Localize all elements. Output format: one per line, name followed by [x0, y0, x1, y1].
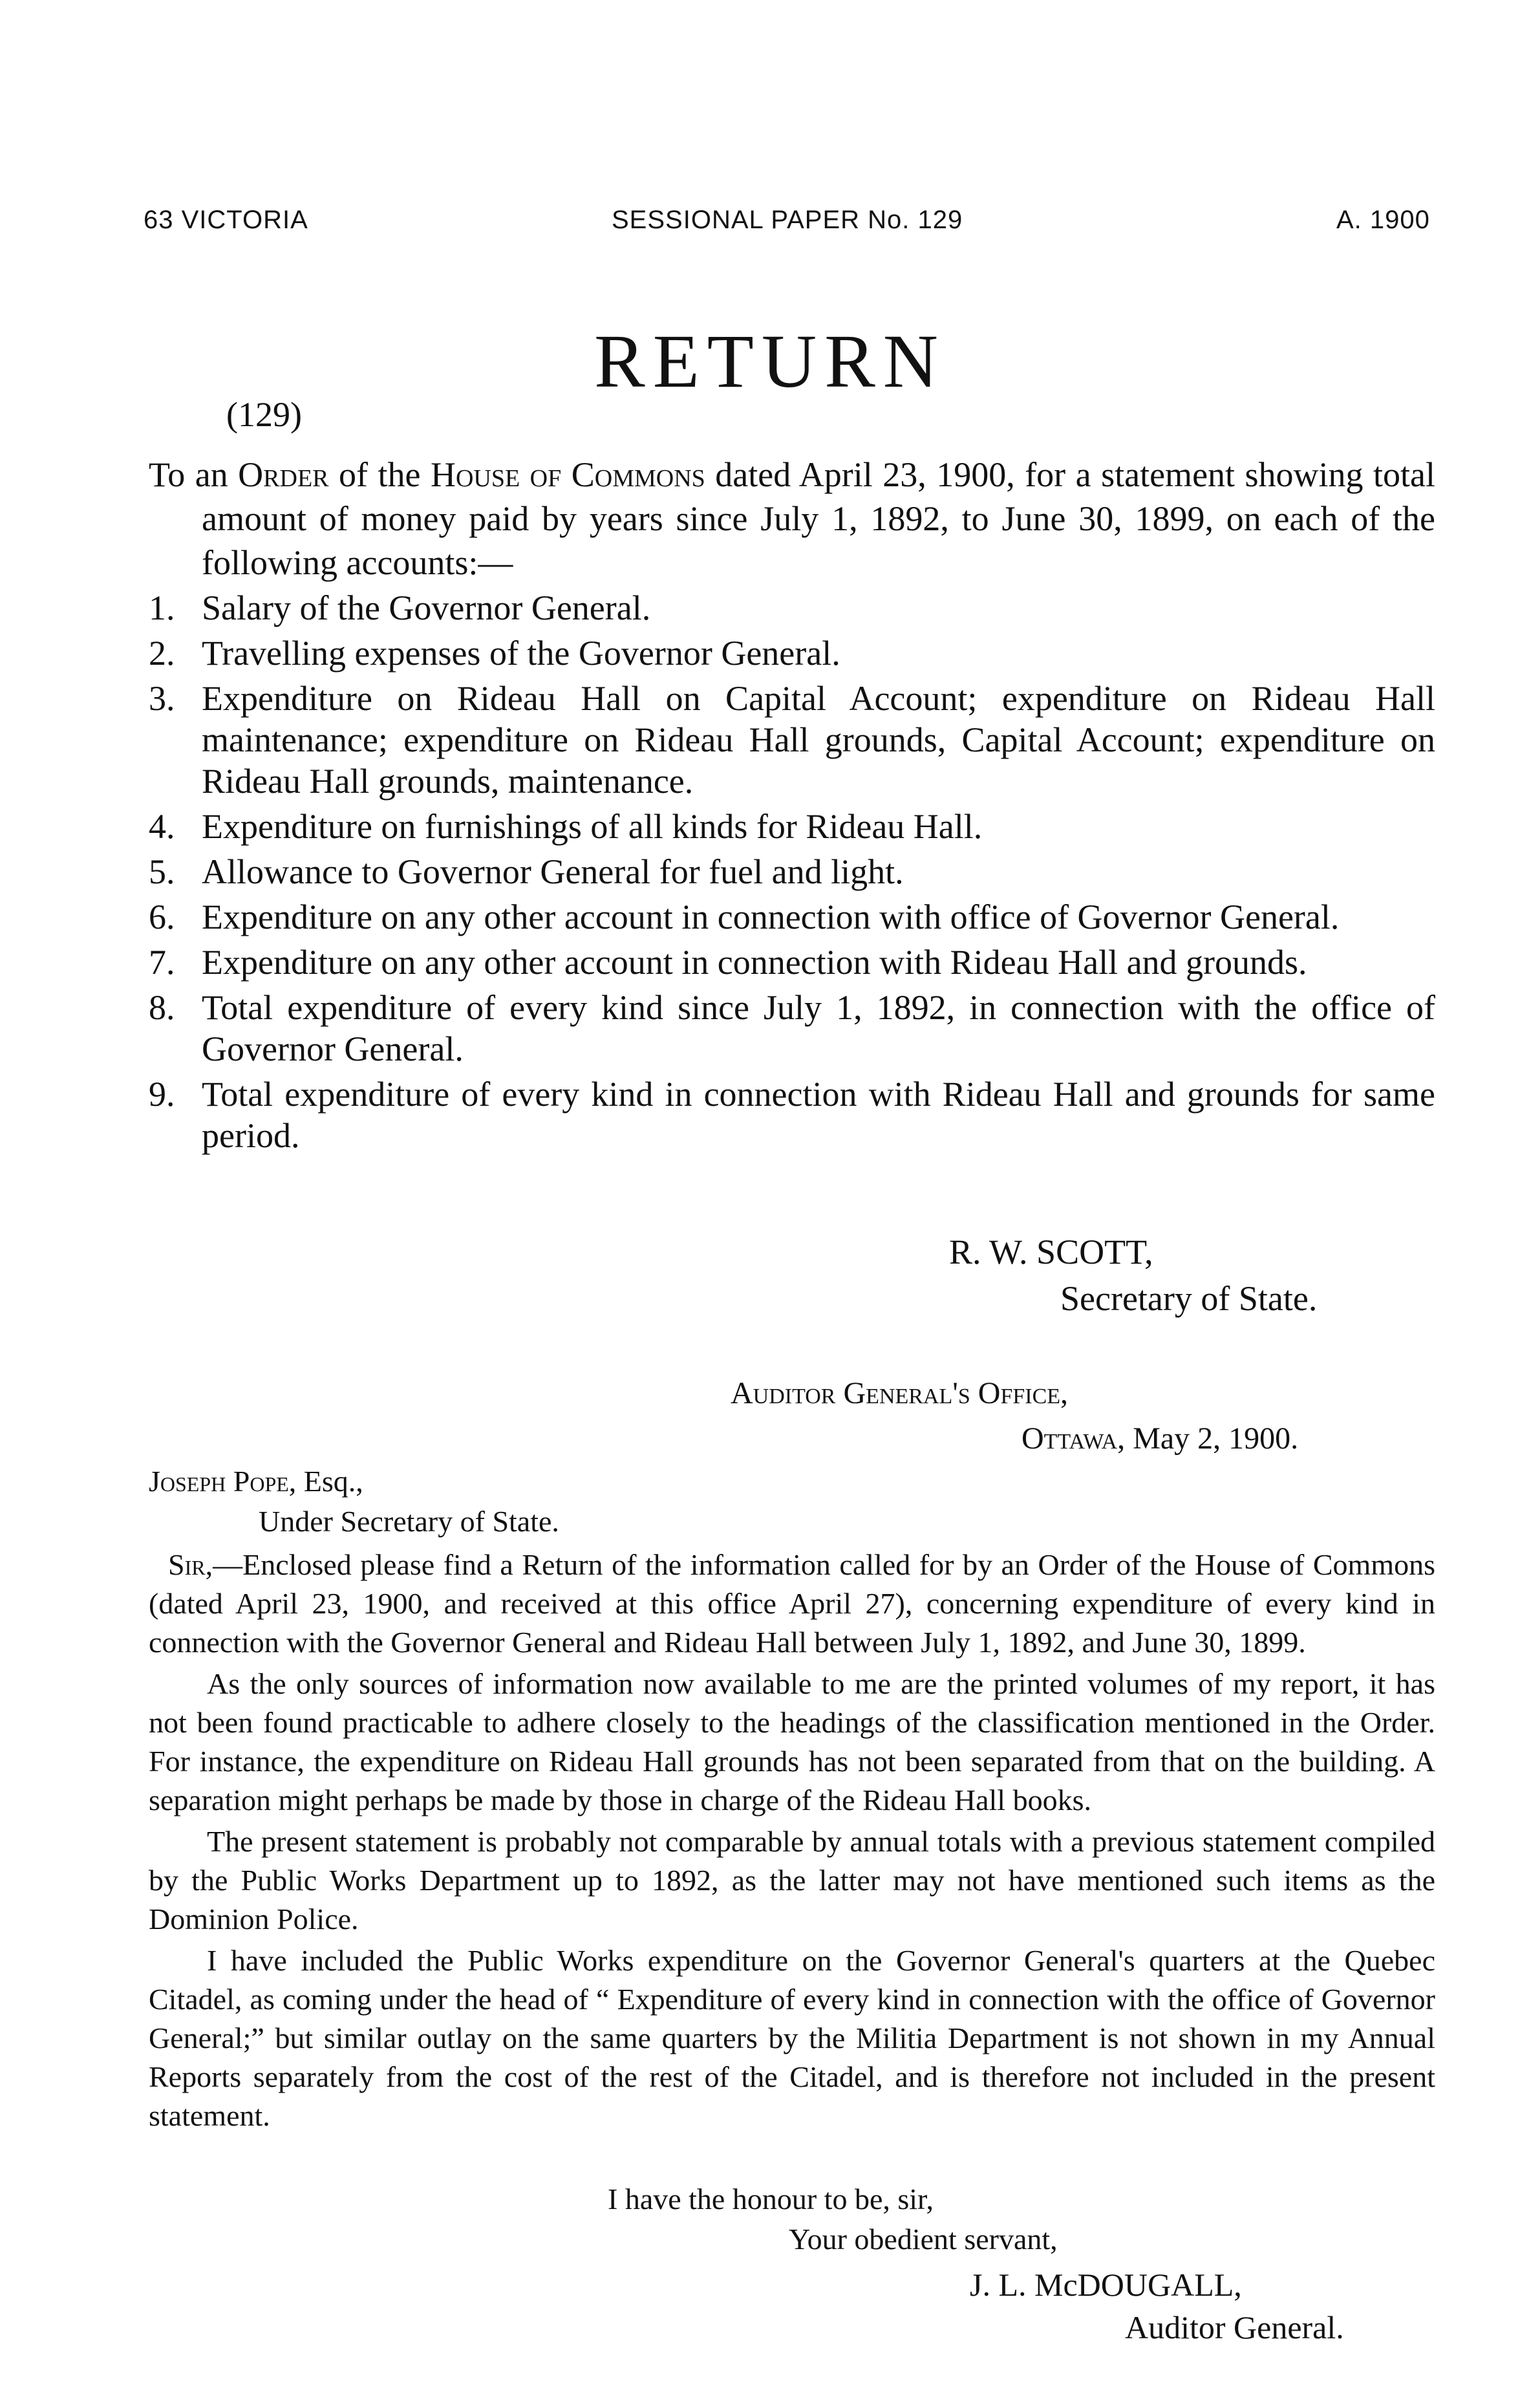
- paragraph-text: —Enclosed please find a Return of the information called for by an Order of the House of Commons (dated April 23, 1900, and received at this office April 27), concerning expenditure of every kind in connection with the Governor General and Rideau Hall between July 1, 1892, and June 30, 1899.: [149, 1548, 1435, 1659]
- place-name: Ottawa,: [1021, 1421, 1126, 1456]
- order-prefix: To an: [149, 455, 239, 494]
- closing-line-1: I have the honour to be, sir,: [608, 2182, 934, 2215]
- addressee-line: [149, 1461, 559, 1502]
- secretary-signature: [944, 1229, 1317, 1322]
- addressee-title: Under Secretary of State.: [259, 1505, 559, 1538]
- signatory-role: Auditor General.: [1125, 2309, 1344, 2345]
- house-word: House of Commons: [430, 455, 705, 494]
- item-number: 4.: [149, 807, 175, 846]
- letter-body: [149, 1546, 1435, 2138]
- list-item: [149, 942, 1435, 983]
- item-text: Expenditure on Rideau Hall on Capital Account; expenditure on Rideau Hall maintenance; expenditure on Rideau Hall grounds, Capital Account; expenditure on Rideau Hall grounds, maintenance.: [202, 679, 1435, 801]
- paper-number: (129): [226, 395, 302, 434]
- item-text: Total expenditure of every kind in connection with Rideau Hall and grounds for same period.: [202, 1075, 1435, 1155]
- letter-date: May 2, 1900.: [1125, 1421, 1299, 1456]
- list-item: [149, 678, 1435, 802]
- item-number: 9.: [149, 1075, 175, 1114]
- header-right: A. 1900: [1336, 206, 1430, 234]
- place-date: [731, 1416, 1298, 1461]
- list-item: [149, 587, 1435, 629]
- letter-paragraph: I have included the Public Works expenditure on the Governor General's quarters at the Quebec Citadel, as coming under the head of “ Expenditure of every kind in connection with the office of Governor General;” but similar outlay on the same quarters by the Militia Department is not shown in my Annual Reports separately from the cost of the rest of the Citadel, and is therefore not included in the present statement.: [149, 1944, 1435, 2132]
- list-item: [149, 806, 1435, 847]
- letter-paragraph: The present statement is probably not comparable by annual totals with a previous statement compiled by the Public Works Department up to 1892, as the latter may not have mentioned such items as the Dominion Police.: [149, 1825, 1435, 1935]
- accounts-list: [149, 587, 1435, 1160]
- header-left: 63 VICTORIA: [144, 206, 308, 234]
- item-number: 5.: [149, 852, 175, 891]
- salutation: Sir,: [168, 1548, 213, 1581]
- item-text: Expenditure on any other account in connection with Rideau Hall and grounds.: [202, 943, 1307, 982]
- list-item: [149, 987, 1435, 1070]
- addressee-esq: Esq.,: [296, 1465, 363, 1498]
- signatory-role: Secretary of State.: [1060, 1279, 1318, 1318]
- list-item: [149, 1073, 1435, 1156]
- order-text: [149, 453, 1435, 585]
- item-text: Travelling expenses of the Governor General.: [202, 634, 840, 673]
- order-of-the: of the: [328, 455, 431, 494]
- addressee-block: [149, 1461, 559, 1542]
- office-dateline: [731, 1371, 1298, 1461]
- closing-line-2: Your obedient servant,: [789, 2223, 1058, 2256]
- item-number: 6.: [149, 898, 175, 936]
- header-center: SESSIONAL PAPER No. 129: [612, 206, 963, 234]
- list-item: [149, 896, 1435, 938]
- list-item: [149, 851, 1435, 892]
- item-number: 8.: [149, 988, 175, 1027]
- letter-paragraph: As the only sources of information now available to me are the printed volumes of my report, it has not been found practicable to adhere closely to the headings of the classification mentioned in the Order. For instance, the expenditure on Rideau Hall grounds has not been separated from that on the building. A separation might perhaps be made by those in charge of the Rideau Hall books.: [149, 1667, 1435, 1816]
- letter-paragraph: [149, 1546, 1435, 1662]
- order-paragraph: [149, 453, 1435, 585]
- auditor-signature: [970, 2263, 1344, 2349]
- item-text: Expenditure on any other account in connection with office of Governor General.: [202, 898, 1340, 936]
- order-rest: dated April 23, 1900, for a statement showing total amount of money paid by years since July 1, 1892, to June 30, 1899, on each of the following accounts:—: [202, 455, 1436, 582]
- signatory-name: J. L. McDOUGALL,: [970, 2267, 1242, 2303]
- item-number: 7.: [149, 943, 175, 982]
- item-text: Expenditure on furnishings of all kinds for Rideau Hall.: [202, 807, 983, 846]
- addressee-name: Joseph Pope,: [149, 1465, 297, 1498]
- item-text: Total expenditure of every kind since July 1, 1892, in connection with the office of Governor General.: [202, 988, 1435, 1068]
- item-number: 2.: [149, 634, 175, 673]
- item-number: 3.: [149, 679, 175, 718]
- page-title: RETURN: [594, 319, 946, 404]
- signatory-name: R. W. SCOTT,: [949, 1233, 1153, 1271]
- order-word: Order: [238, 455, 329, 494]
- running-header: [0, 206, 1540, 244]
- office-name: Auditor General's Office,: [731, 1376, 1069, 1410]
- item-text: Allowance to Governor General for fuel and light.: [202, 852, 904, 891]
- item-number: 1.: [149, 588, 175, 627]
- list-item: [149, 632, 1435, 674]
- letter-closing: [608, 2179, 1058, 2259]
- item-text: Salary of the Governor General.: [202, 588, 651, 627]
